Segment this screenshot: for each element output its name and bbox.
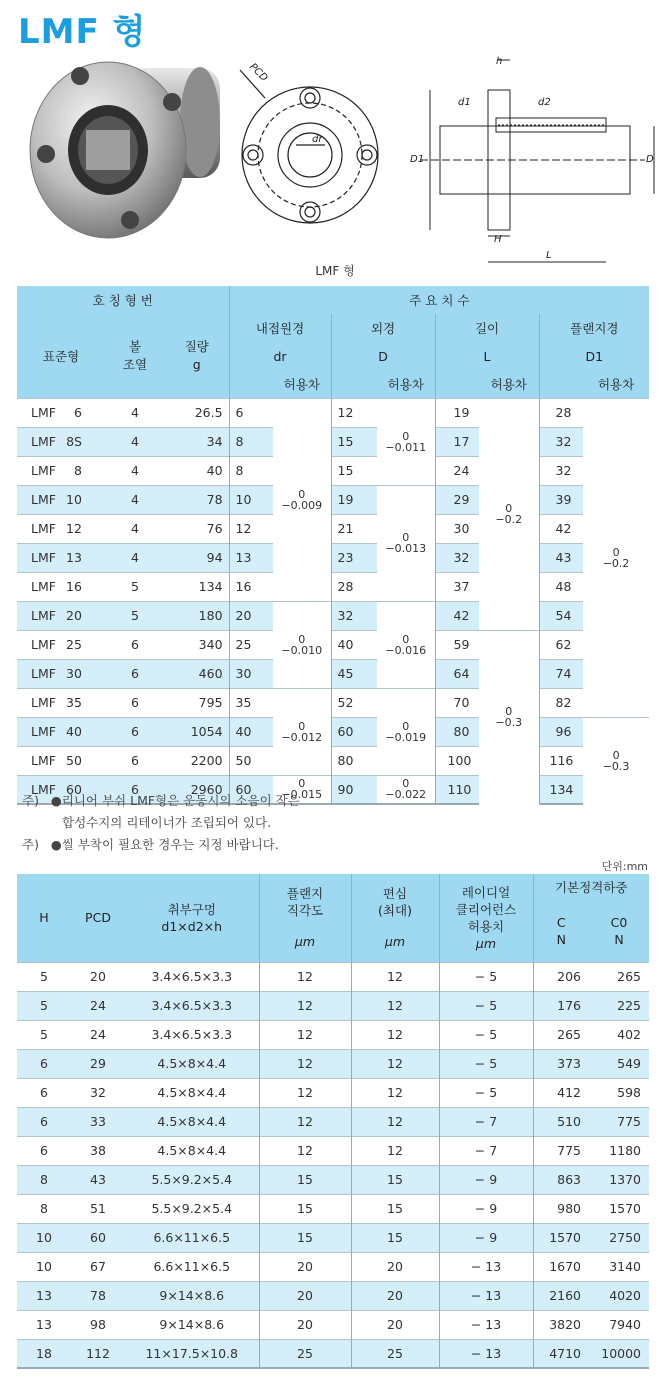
ecc-cell: 12 bbox=[351, 1107, 439, 1136]
table-row bbox=[17, 485, 649, 514]
pcd-cell: 51 bbox=[71, 1194, 125, 1223]
pcd-cell: 43 bbox=[71, 1165, 125, 1194]
D1-cell: 116 bbox=[539, 746, 583, 775]
model-cell: LMF 25 bbox=[17, 630, 105, 659]
header-dr-sym: dr bbox=[229, 342, 331, 370]
D1-cell: 134 bbox=[539, 775, 583, 804]
table-row bbox=[17, 1194, 649, 1223]
perp-cell: 12 bbox=[259, 962, 351, 991]
L-cell: 29 bbox=[435, 485, 479, 514]
L-cell: 37 bbox=[435, 572, 479, 601]
table-row bbox=[17, 514, 649, 543]
c0-cell: 1570 bbox=[589, 1194, 649, 1223]
c0-cell: 775 bbox=[589, 1107, 649, 1136]
model-cell: LMF 10 bbox=[17, 485, 105, 514]
balls-cell: 4 bbox=[105, 427, 165, 456]
D-cell: 21 bbox=[331, 514, 377, 543]
front-view-drawing bbox=[240, 62, 378, 223]
c0-cell: 10000 bbox=[589, 1339, 649, 1368]
dr-cell: 13 bbox=[229, 543, 273, 572]
dr-tol-d: 0 −0.015 bbox=[273, 775, 331, 804]
perp-cell: 25 bbox=[259, 1339, 351, 1368]
L-tol-b: 0 −0.3 bbox=[479, 630, 539, 804]
table-row bbox=[17, 601, 649, 630]
table-row bbox=[17, 1281, 649, 1310]
pcd-cell: 33 bbox=[71, 1107, 125, 1136]
bolt-cell: 4.5×8×4.4 bbox=[125, 1107, 259, 1136]
D1-tol-b: 0 −0.3 bbox=[583, 717, 649, 804]
ecc-cell: 20 bbox=[351, 1310, 439, 1339]
header-load: 기본정격하중 bbox=[533, 874, 649, 900]
h-cell: 13 bbox=[17, 1310, 71, 1339]
L-cell: 30 bbox=[435, 514, 479, 543]
perp-cell: 15 bbox=[259, 1165, 351, 1194]
model-cell: LMF 35 bbox=[17, 688, 105, 717]
d1-label: d1 bbox=[458, 97, 471, 108]
header-bolt: 취부구멍 d1×d2×h bbox=[125, 874, 259, 962]
model-cell: LMF 8S bbox=[17, 427, 105, 456]
radial-cell: − 7 bbox=[439, 1107, 533, 1136]
bolt-cell: 4.5×8×4.4 bbox=[125, 1049, 259, 1078]
model-cell: LMF 8 bbox=[17, 456, 105, 485]
notes bbox=[22, 790, 300, 856]
mass-cell: 460 bbox=[165, 659, 229, 688]
perp-cell: 20 bbox=[259, 1310, 351, 1339]
balls-cell: 6 bbox=[105, 746, 165, 775]
c0-cell: 265 bbox=[589, 962, 649, 991]
D-cell: 23 bbox=[331, 543, 377, 572]
h-cell: 13 bbox=[17, 1281, 71, 1310]
c0-cell: 1370 bbox=[589, 1165, 649, 1194]
L-cell: 59 bbox=[435, 630, 479, 659]
table-row bbox=[17, 1107, 649, 1136]
ecc-cell: 20 bbox=[351, 1281, 439, 1310]
header-inner-dia: 내접원경 bbox=[229, 314, 331, 342]
radial-cell: − 7 bbox=[439, 1136, 533, 1165]
D-tol-b: 0 −0.013 bbox=[377, 485, 435, 601]
dimensions-table bbox=[17, 286, 649, 805]
table-row bbox=[17, 659, 649, 688]
header-D-sym: D bbox=[331, 342, 435, 370]
table-row bbox=[17, 398, 649, 427]
radial-cell: − 5 bbox=[439, 962, 533, 991]
c-cell: 3820 bbox=[533, 1310, 589, 1339]
dr-cell: 8 bbox=[229, 427, 273, 456]
c-cell: 2160 bbox=[533, 1281, 589, 1310]
H-label: H bbox=[494, 234, 502, 245]
header-ecc: 편심 (최대) μm bbox=[351, 874, 439, 962]
header-D1-sym: D1 bbox=[539, 342, 649, 370]
c0-cell: 549 bbox=[589, 1049, 649, 1078]
D1-cell: 32 bbox=[539, 456, 583, 485]
perp-cell: 12 bbox=[259, 991, 351, 1020]
balls-cell: 6 bbox=[105, 688, 165, 717]
dr-cell: 10 bbox=[229, 485, 273, 514]
table-row bbox=[17, 746, 649, 775]
L-cell: 80 bbox=[435, 717, 479, 746]
h-cell: 8 bbox=[17, 1194, 71, 1223]
header-C: C N bbox=[533, 900, 589, 962]
D1-tol-a: 0 −0.2 bbox=[583, 398, 649, 717]
header-radial: 레이디얼 클리어런스 허용치 μm bbox=[439, 874, 533, 962]
L-cell: 19 bbox=[435, 398, 479, 427]
page-title: LMF 형 bbox=[18, 12, 147, 52]
header-tol: 허용차 bbox=[273, 370, 331, 398]
L-cell: 32 bbox=[435, 543, 479, 572]
ecc-cell: 12 bbox=[351, 991, 439, 1020]
note-1-cont: 합성수지의 리테이너가 조립되어 있다. bbox=[62, 815, 272, 830]
D-cell: 80 bbox=[331, 746, 377, 775]
header-tol: 허용차 bbox=[479, 370, 539, 398]
L-cell: 17 bbox=[435, 427, 479, 456]
L-cell: 24 bbox=[435, 456, 479, 485]
ecc-cell: 12 bbox=[351, 1020, 439, 1049]
h-cell: 6 bbox=[17, 1136, 71, 1165]
mass-cell: 94 bbox=[165, 543, 229, 572]
D-cell: 15 bbox=[331, 427, 377, 456]
c0-cell: 7940 bbox=[589, 1310, 649, 1339]
D-cell: 12 bbox=[331, 398, 377, 427]
table-row bbox=[17, 1223, 649, 1252]
model-cell: LMF 13 bbox=[17, 543, 105, 572]
table-row bbox=[17, 1339, 649, 1368]
perp-cell: 12 bbox=[259, 1049, 351, 1078]
c-cell: 4710 bbox=[533, 1339, 589, 1368]
balls-cell: 4 bbox=[105, 456, 165, 485]
header-length: 길이 bbox=[435, 314, 539, 342]
pcd-cell: 98 bbox=[71, 1310, 125, 1339]
header-main-dims: 주 요 치 수 bbox=[229, 286, 649, 314]
dr-cell: 60 bbox=[229, 775, 273, 804]
model-cell: LMF 16 bbox=[17, 572, 105, 601]
balls-cell: 4 bbox=[105, 398, 165, 427]
mass-cell: 78 bbox=[165, 485, 229, 514]
c-cell: 373 bbox=[533, 1049, 589, 1078]
D-cell: 90 bbox=[331, 775, 377, 804]
pcd-cell: 60 bbox=[71, 1223, 125, 1252]
h-cell: 5 bbox=[17, 962, 71, 991]
ecc-cell: 12 bbox=[351, 1078, 439, 1107]
mass-cell: 1054 bbox=[165, 717, 229, 746]
unit-label: 단위:mm bbox=[601, 860, 648, 873]
c-cell: 1670 bbox=[533, 1252, 589, 1281]
model-cell: LMF 6 bbox=[17, 398, 105, 427]
header-perp: 플랜지 직각도 μm bbox=[259, 874, 351, 962]
mass-cell: 26.5 bbox=[165, 398, 229, 427]
c0-cell: 4020 bbox=[589, 1281, 649, 1310]
table-row bbox=[17, 1136, 649, 1165]
radial-cell: − 13 bbox=[439, 1339, 533, 1368]
bolt-cell: 3.4×6.5×3.3 bbox=[125, 962, 259, 991]
h-cell: 10 bbox=[17, 1223, 71, 1252]
c0-cell: 1180 bbox=[589, 1136, 649, 1165]
h-cell: 18 bbox=[17, 1339, 71, 1368]
bolt-cell: 6.6×11×6.5 bbox=[125, 1223, 259, 1252]
dr-cell: 12 bbox=[229, 514, 273, 543]
header-outer-dia: 외경 bbox=[331, 314, 435, 342]
header-PCD: PCD bbox=[71, 874, 125, 962]
table-row bbox=[17, 962, 649, 991]
c-cell: 1570 bbox=[533, 1223, 589, 1252]
h-cell: 6 bbox=[17, 1107, 71, 1136]
side-view-drawing bbox=[410, 56, 654, 262]
ecc-cell: 12 bbox=[351, 1136, 439, 1165]
header-balls: 볼 조열 bbox=[105, 314, 165, 398]
mass-cell: 2960 bbox=[165, 775, 229, 804]
model-cell: LMF 50 bbox=[17, 746, 105, 775]
balls-cell: 5 bbox=[105, 572, 165, 601]
bolt-cell: 4.5×8×4.4 bbox=[125, 1078, 259, 1107]
ecc-cell: 15 bbox=[351, 1165, 439, 1194]
dr-cell: 30 bbox=[229, 659, 273, 688]
table-row bbox=[17, 427, 649, 456]
dr-cell: 6 bbox=[229, 398, 273, 427]
c-cell: 265 bbox=[533, 1020, 589, 1049]
ecc-cell: 12 bbox=[351, 1049, 439, 1078]
perp-cell: 20 bbox=[259, 1252, 351, 1281]
c-cell: 980 bbox=[533, 1194, 589, 1223]
balls-cell: 4 bbox=[105, 543, 165, 572]
D1-cell: 54 bbox=[539, 601, 583, 630]
mass-cell: 340 bbox=[165, 630, 229, 659]
figure-caption: LMF 형 bbox=[315, 264, 355, 278]
ecc-cell: 12 bbox=[351, 962, 439, 991]
dr-cell: 35 bbox=[229, 688, 273, 717]
model-cell: LMF 60 bbox=[17, 775, 105, 804]
h-label: h bbox=[496, 56, 503, 67]
pcd-cell: 112 bbox=[71, 1339, 125, 1368]
h-cell: 5 bbox=[17, 1020, 71, 1049]
h-cell: 10 bbox=[17, 1252, 71, 1281]
perp-cell: 15 bbox=[259, 1194, 351, 1223]
h-cell: 6 bbox=[17, 1049, 71, 1078]
c-cell: 176 bbox=[533, 991, 589, 1020]
D-tol-d: 0 −0.019 bbox=[377, 688, 435, 775]
bolt-cell: 5.5×9.2×5.4 bbox=[125, 1165, 259, 1194]
pcd-cell: 20 bbox=[71, 962, 125, 991]
radial-cell: − 5 bbox=[439, 1020, 533, 1049]
bolt-cell: 5.5×9.2×5.4 bbox=[125, 1194, 259, 1223]
perp-cell: 12 bbox=[259, 1136, 351, 1165]
D1-cell: 82 bbox=[539, 688, 583, 717]
table-row bbox=[17, 572, 649, 601]
d2-label: d2 bbox=[538, 97, 551, 108]
table-row bbox=[17, 1049, 649, 1078]
table-row bbox=[17, 688, 649, 717]
D-tol-e: 0 −0.022 bbox=[377, 775, 435, 804]
table-row bbox=[17, 1165, 649, 1194]
L-cell: 64 bbox=[435, 659, 479, 688]
specs-table bbox=[17, 874, 649, 1369]
radial-cell: − 9 bbox=[439, 1223, 533, 1252]
table-row bbox=[17, 1310, 649, 1339]
model-cell: LMF 12 bbox=[17, 514, 105, 543]
D1-cell: 96 bbox=[539, 717, 583, 746]
bolt-cell: 11×17.5×10.8 bbox=[125, 1339, 259, 1368]
pcd-cell: 24 bbox=[71, 1020, 125, 1049]
D-tol-c: 0 −0.016 bbox=[377, 601, 435, 688]
balls-cell: 4 bbox=[105, 485, 165, 514]
c-cell: 775 bbox=[533, 1136, 589, 1165]
radial-cell: − 13 bbox=[439, 1252, 533, 1281]
note-1: 주) ●리니어 부쉬 LMF형은 운동시의 소음이 작은 bbox=[22, 793, 300, 808]
header-H: H bbox=[17, 874, 71, 962]
D-cell: 52 bbox=[331, 688, 377, 717]
header-L-sym: L bbox=[435, 342, 539, 370]
h-cell: 6 bbox=[17, 1078, 71, 1107]
radial-cell: − 9 bbox=[439, 1165, 533, 1194]
table-row bbox=[17, 456, 649, 485]
mass-cell: 134 bbox=[165, 572, 229, 601]
D1-cell: 62 bbox=[539, 630, 583, 659]
dr-cell: 50 bbox=[229, 746, 273, 775]
c0-cell: 2750 bbox=[589, 1223, 649, 1252]
L-cell: 100 bbox=[435, 746, 479, 775]
ecc-cell: 15 bbox=[351, 1194, 439, 1223]
bolt-cell: 3.4×6.5×3.3 bbox=[125, 1020, 259, 1049]
pcd-cell: 67 bbox=[71, 1252, 125, 1281]
balls-cell: 6 bbox=[105, 659, 165, 688]
D-cell: 28 bbox=[331, 572, 377, 601]
h-cell: 5 bbox=[17, 991, 71, 1020]
L-tol-a: 0 −0.2 bbox=[479, 398, 539, 630]
model-cell: LMF 20 bbox=[17, 601, 105, 630]
radial-cell: − 9 bbox=[439, 1194, 533, 1223]
mass-cell: 2200 bbox=[165, 746, 229, 775]
pcd-label: PCD bbox=[247, 61, 270, 84]
c-cell: 206 bbox=[533, 962, 589, 991]
bolt-cell: 9×14×8.6 bbox=[125, 1310, 259, 1339]
L-cell: 70 bbox=[435, 688, 479, 717]
table-row bbox=[17, 717, 649, 746]
header-C0: C0 N bbox=[589, 900, 649, 962]
header-flange-dia: 플랜지경 bbox=[539, 314, 649, 342]
dr-tol-c: 0 −0.012 bbox=[273, 688, 331, 775]
ecc-cell: 25 bbox=[351, 1339, 439, 1368]
D-cell: 40 bbox=[331, 630, 377, 659]
perp-cell: 12 bbox=[259, 1107, 351, 1136]
c0-cell: 402 bbox=[589, 1020, 649, 1049]
L-cell: 42 bbox=[435, 601, 479, 630]
D1-cell: 42 bbox=[539, 514, 583, 543]
D1-cell: 74 bbox=[539, 659, 583, 688]
header-tol: 허용차 bbox=[583, 370, 649, 398]
mass-cell: 180 bbox=[165, 601, 229, 630]
mass-cell: 76 bbox=[165, 514, 229, 543]
c-cell: 863 bbox=[533, 1165, 589, 1194]
dr-cell: 20 bbox=[229, 601, 273, 630]
pcd-cell: 32 bbox=[71, 1078, 125, 1107]
dr-tol-b: 0 −0.010 bbox=[273, 601, 331, 688]
header-standard: 표준형 bbox=[17, 314, 105, 398]
table-row bbox=[17, 543, 649, 572]
radial-cell: − 5 bbox=[439, 991, 533, 1020]
perp-cell: 12 bbox=[259, 1020, 351, 1049]
mass-cell: 40 bbox=[165, 456, 229, 485]
table-row bbox=[17, 630, 649, 659]
balls-cell: 5 bbox=[105, 601, 165, 630]
D-cell: 19 bbox=[331, 485, 377, 514]
header-tol: 허용차 bbox=[377, 370, 435, 398]
D-cell: 60 bbox=[331, 717, 377, 746]
pcd-cell: 29 bbox=[71, 1049, 125, 1078]
pcd-cell: 24 bbox=[71, 991, 125, 1020]
dr-tol-a: 0 −0.009 bbox=[273, 398, 331, 601]
bolt-cell: 9×14×8.6 bbox=[125, 1281, 259, 1310]
c-cell: 510 bbox=[533, 1107, 589, 1136]
D1-label: D1 bbox=[410, 154, 425, 165]
mass-cell: 34 bbox=[165, 427, 229, 456]
perp-cell: 12 bbox=[259, 1078, 351, 1107]
D1-cell: 39 bbox=[539, 485, 583, 514]
balls-cell: 6 bbox=[105, 630, 165, 659]
c-cell: 412 bbox=[533, 1078, 589, 1107]
dr-cell: 25 bbox=[229, 630, 273, 659]
balls-cell: 4 bbox=[105, 514, 165, 543]
radial-cell: − 13 bbox=[439, 1310, 533, 1339]
balls-cell: 6 bbox=[105, 775, 165, 804]
table-row bbox=[17, 1252, 649, 1281]
D-cell: 45 bbox=[331, 659, 377, 688]
dr-cell: 8 bbox=[229, 456, 273, 485]
pcd-cell: 38 bbox=[71, 1136, 125, 1165]
perp-cell: 15 bbox=[259, 1223, 351, 1252]
D-cell: 15 bbox=[331, 456, 377, 485]
bushing-photo bbox=[30, 62, 220, 238]
header-mass: 질량 g bbox=[165, 314, 229, 398]
D1-cell: 48 bbox=[539, 572, 583, 601]
D-label: D bbox=[646, 154, 654, 165]
L-cell: 110 bbox=[435, 775, 479, 804]
L-label: L bbox=[546, 250, 552, 261]
D-cell: 32 bbox=[331, 601, 377, 630]
dr-cell: 16 bbox=[229, 572, 273, 601]
D-tol-a: 0 −0.011 bbox=[377, 398, 435, 485]
model-cell: LMF 40 bbox=[17, 717, 105, 746]
ecc-cell: 15 bbox=[351, 1223, 439, 1252]
table-row bbox=[17, 1020, 649, 1049]
D1-cell: 43 bbox=[539, 543, 583, 572]
model-cell: LMF 30 bbox=[17, 659, 105, 688]
ecc-cell: 20 bbox=[351, 1252, 439, 1281]
radial-cell: − 5 bbox=[439, 1049, 533, 1078]
perp-cell: 20 bbox=[259, 1281, 351, 1310]
note-2: 주) ●씰 부착이 필요한 경우는 지정 바랍니다. bbox=[22, 837, 279, 852]
dr-label: dr bbox=[312, 134, 323, 145]
radial-cell: − 13 bbox=[439, 1281, 533, 1310]
D1-cell: 32 bbox=[539, 427, 583, 456]
c0-cell: 225 bbox=[589, 991, 649, 1020]
bolt-cell: 3.4×6.5×3.3 bbox=[125, 991, 259, 1020]
table-row bbox=[17, 991, 649, 1020]
D1-cell: 28 bbox=[539, 398, 583, 427]
header-nominal: 호 칭 형 번 bbox=[17, 286, 229, 314]
mass-cell: 795 bbox=[165, 688, 229, 717]
c0-cell: 3140 bbox=[589, 1252, 649, 1281]
h-cell: 8 bbox=[17, 1165, 71, 1194]
balls-cell: 6 bbox=[105, 717, 165, 746]
product-figures bbox=[0, 50, 670, 280]
dr-cell: 40 bbox=[229, 717, 273, 746]
c0-cell: 598 bbox=[589, 1078, 649, 1107]
bolt-cell: 4.5×8×4.4 bbox=[125, 1136, 259, 1165]
radial-cell: − 5 bbox=[439, 1078, 533, 1107]
pcd-cell: 78 bbox=[71, 1281, 125, 1310]
bolt-cell: 6.6×11×6.5 bbox=[125, 1252, 259, 1281]
table-row bbox=[17, 1078, 649, 1107]
